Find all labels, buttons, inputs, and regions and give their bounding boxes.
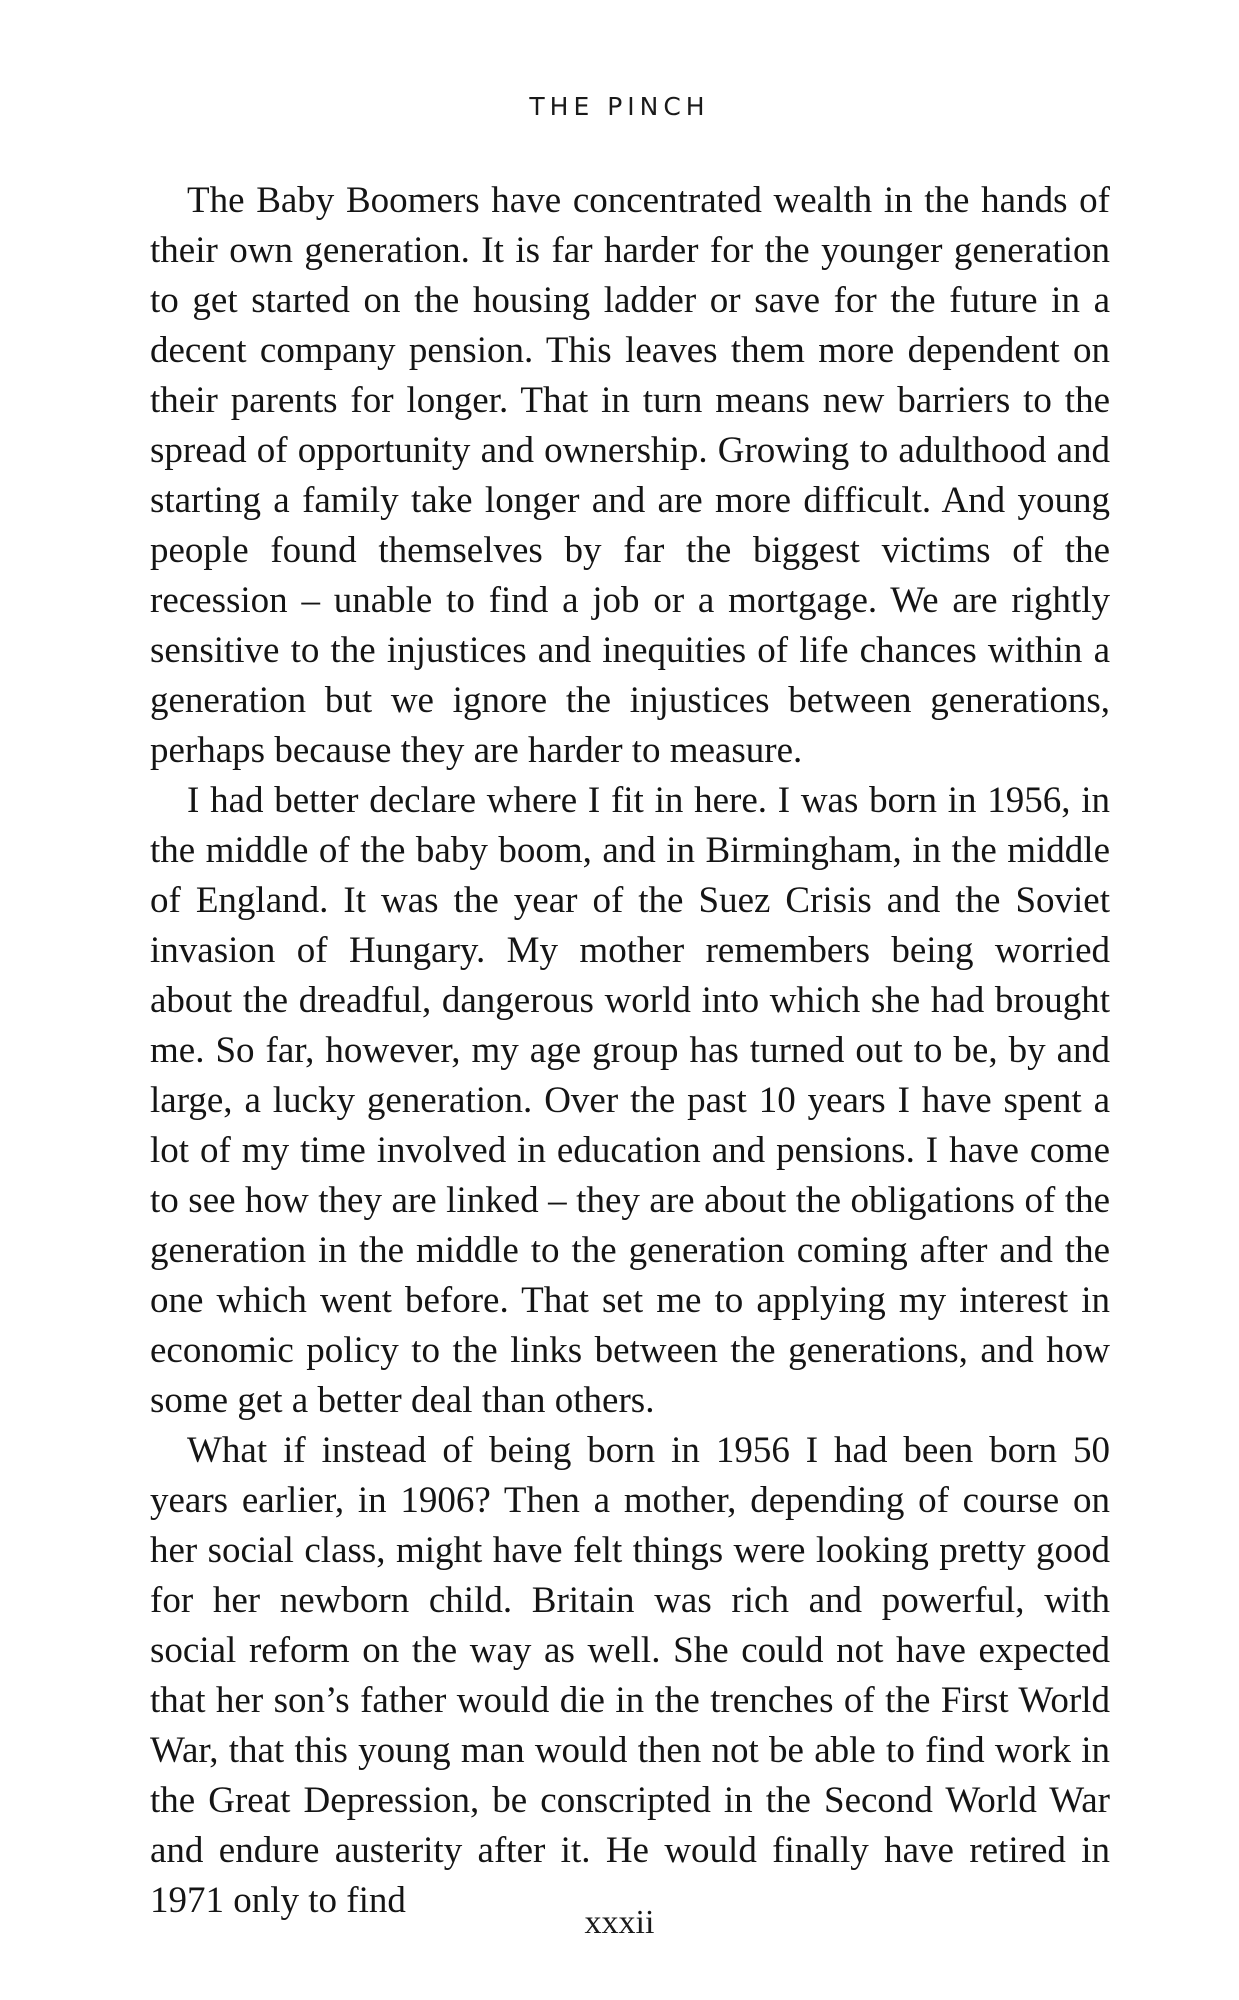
paragraph: What if instead of being born in 1956 I had been born 50 years earlier, in 1906? Then a mother, depending of course on her social class, might have felt things were looking pretty good for her newborn child. Britain was rich and powerful, with social reform on the way as well. She could not have expected that her son’s father would die in the trenches of the First World War, that this young man would then not be able to find work in the Great Depression, be conscripted in the Second World War and endure austerity after it. He would finally have retired in 1971 only to find [150,1430,1110,1921]
page-number: xxxii [584,1904,655,1941]
body-text [150,176,1110,1926]
paragraph: I had better declare where I fit in here. I was born in 1956, in the middle of the baby boom, and in Birmingham, in the middle of England. It was the year of the Suez Crisis and the Soviet invasion of Hungary. My mother remembers being worried about the dreadful, dangerous world into which she had brought me. So far, however, my age group has turned out to be, by and large, a lucky generation. Over the past 10 years I have spent a lot of my time involved in education and pensions. I have come to see how they are linked – they are about the obligations of the generation in the middle to the generation coming after and the one which went before. That set me to applying my interest in economic policy to the links between the generations, and how some get a better deal than others. [150,780,1110,1421]
running-head: THE PINCH [529,92,710,121]
paragraph: The Baby Boomers have concentrated wealth in the hands of their own generation. It is far harder for the younger generation to get started on the housing ladder or save for the future in a decent company pension. This leaves them more dependent on their parents for longer. That in turn means new barriers to the spread of opportunity and ownership. Growing to adulthood and starting a family take longer and are more difficult. And young people found themselves by far the biggest victims of the recession – unable to find a job or a mortgage. We are rightly sensitive to the injustices and inequities of life chances within a generation but we ignore the injustices between generations, perhaps because they are harder to measure. [150,180,1110,771]
